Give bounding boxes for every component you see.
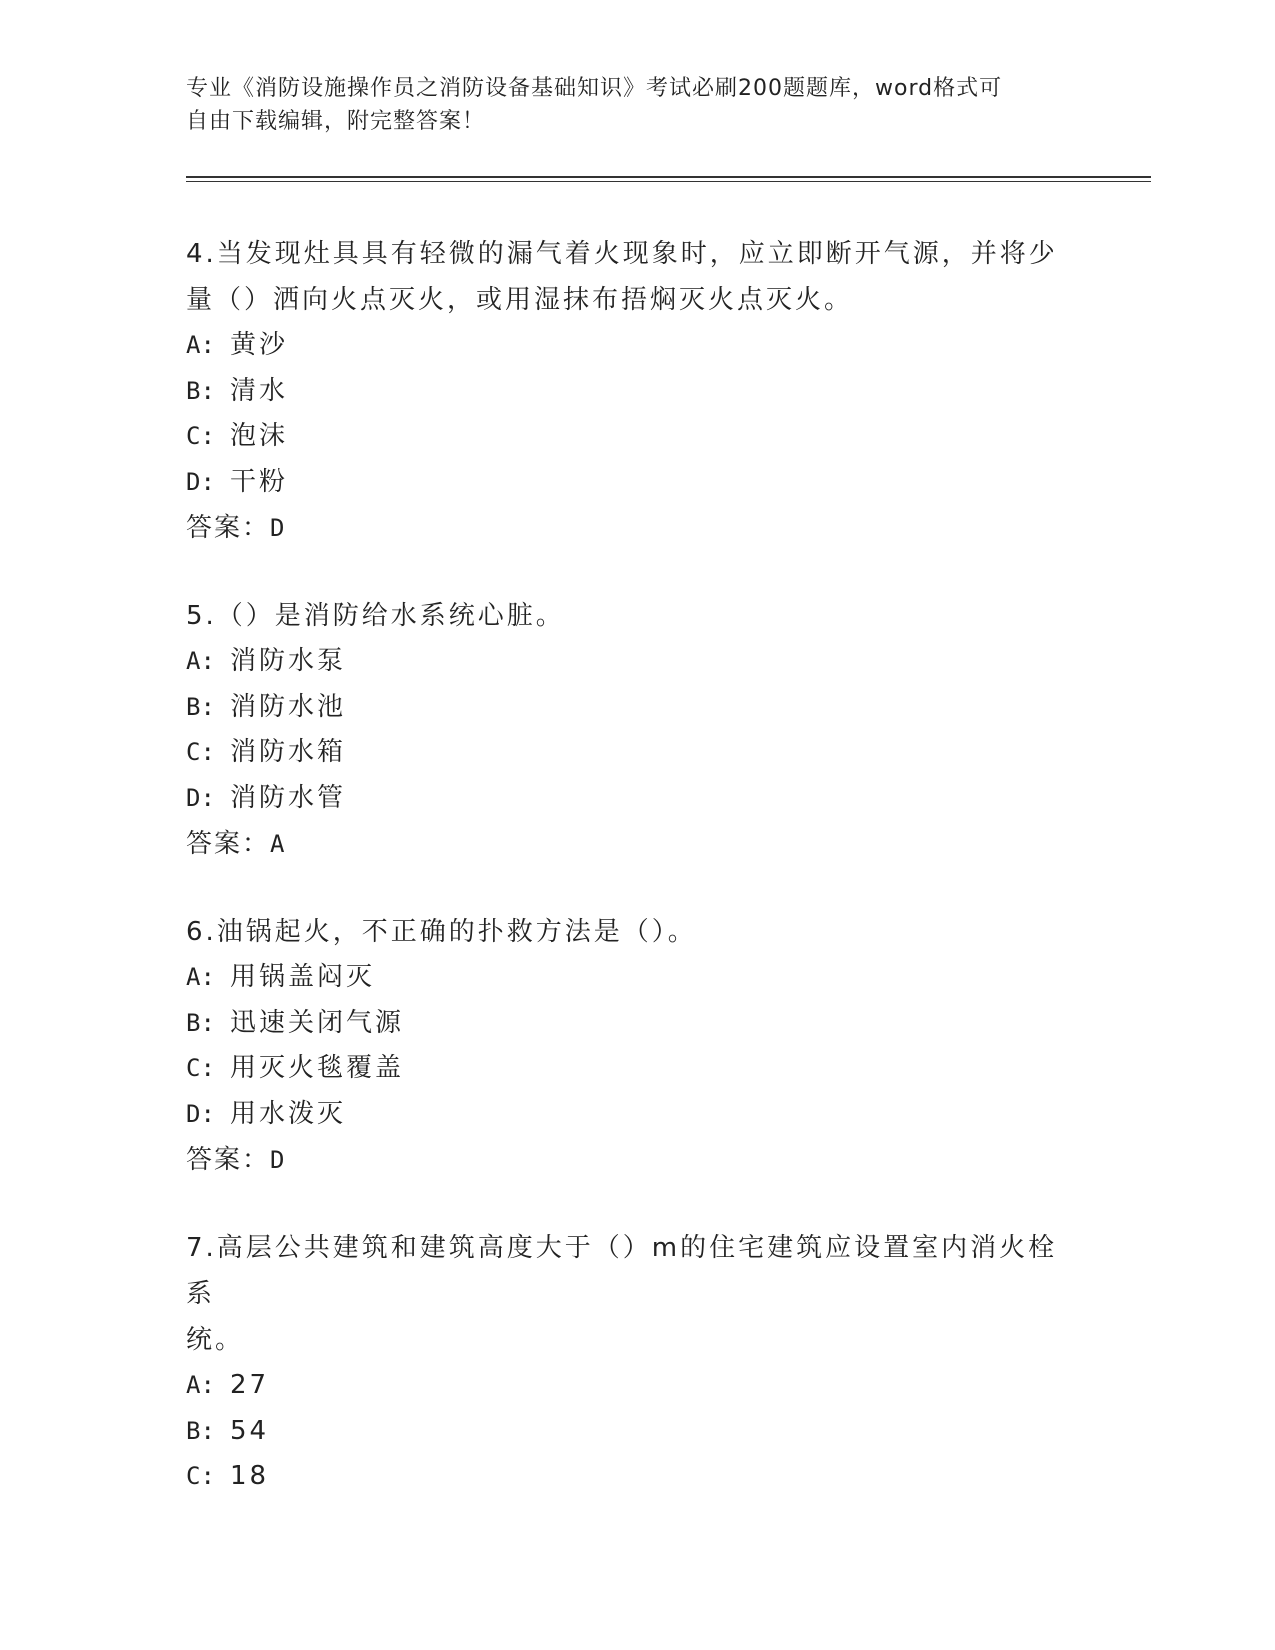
question-stem-line-1: 7.高层公共建筑和建筑高度大于（）m的住宅建筑应设置室内消火栓系 [186, 1233, 1058, 1309]
question-stem [186, 593, 1086, 639]
option-c [186, 1454, 1086, 1500]
answer-label: 答案： [186, 829, 271, 859]
option-label: B: [186, 692, 215, 721]
option-d [186, 1092, 1086, 1138]
question-stem [186, 909, 1086, 955]
question-stem-line-1: 5.（）是消防给水系统心脏。 [186, 601, 565, 631]
option-text: 用水泼灭 [230, 1098, 347, 1129]
option-c [186, 414, 1086, 460]
option-text: 泡沫 [230, 421, 289, 451]
option-d [186, 776, 1086, 822]
option-label: D: [186, 467, 215, 496]
option-text: 消防水池 [230, 691, 347, 722]
answer-label: 答案： [186, 1145, 271, 1175]
option-text: 迅速关闭气源 [230, 1007, 405, 1038]
option-a [186, 323, 1086, 369]
option-text: 用灭火毯覆盖 [230, 1053, 405, 1083]
answer [186, 1137, 1086, 1183]
option-text: 18 [230, 1461, 270, 1491]
question-stem [186, 231, 1086, 323]
option-label: C: [186, 422, 215, 450]
option-text: 消防水箱 [230, 737, 347, 767]
answer [186, 821, 1086, 867]
option-b [186, 685, 1086, 731]
option-label: C: [186, 1054, 215, 1082]
option-text: 27 [230, 1370, 270, 1400]
option-label: A: [186, 647, 215, 675]
question-6 [186, 909, 1086, 1183]
answer [186, 505, 1086, 551]
option-text: 消防水泵 [230, 646, 347, 676]
option-label: D: [186, 1099, 215, 1128]
answer-label: 答案： [186, 513, 271, 543]
option-c [186, 730, 1086, 776]
document-header [186, 72, 1086, 138]
option-a [186, 639, 1086, 685]
option-text: 干粉 [230, 466, 289, 497]
option-text: 消防水管 [230, 782, 347, 813]
option-label: B: [186, 1416, 215, 1445]
option-text: 黄沙 [230, 330, 289, 360]
option-d [186, 460, 1086, 506]
option-b [186, 369, 1086, 415]
option-a [186, 1363, 1086, 1409]
answer-value: D [270, 514, 285, 542]
option-label: C: [186, 738, 215, 766]
question-stem-line-1: 6.油锅起火，不正确的扑救方法是（）。 [186, 917, 697, 947]
option-label: A: [186, 331, 215, 359]
option-c [186, 1046, 1086, 1092]
question-stem [186, 1225, 1086, 1363]
question-stem-line-2: 统。 [186, 1325, 245, 1355]
option-text: 用锅盖闷灭 [230, 962, 376, 992]
option-text: 清水 [230, 375, 289, 406]
option-a [186, 955, 1086, 1001]
question-stem-line-1: 4.当发现灶具具有轻微的漏气着火现象时，应立即断开气源，并将少 [186, 239, 1058, 269]
answer-value: A [270, 830, 285, 858]
question-7 [186, 1225, 1086, 1500]
header-divider-thick [186, 176, 1151, 178]
header-line-1: 专业《消防设施操作员之消防设备基础知识》考试必刷200题题库，word格式可 [186, 76, 1003, 101]
option-label: D: [186, 783, 215, 812]
header-line-2: 自由下载编辑，附完整答案！ [186, 109, 486, 134]
option-text: 54 [230, 1415, 270, 1446]
option-label: A: [186, 963, 215, 991]
header-divider-thin [186, 181, 1151, 182]
option-label: B: [186, 1008, 215, 1037]
question-stem-line-2: 量（）洒向火点灭火，或用湿抹布捂焖灭火点灭火。 [186, 285, 854, 315]
option-b [186, 1001, 1086, 1047]
question-4 [186, 231, 1086, 551]
option-b [186, 1409, 1086, 1455]
option-label: C: [186, 1462, 215, 1490]
option-label: B: [186, 376, 215, 405]
option-label: A: [186, 1371, 215, 1399]
answer-value: D [270, 1146, 285, 1174]
question-5 [186, 593, 1086, 867]
